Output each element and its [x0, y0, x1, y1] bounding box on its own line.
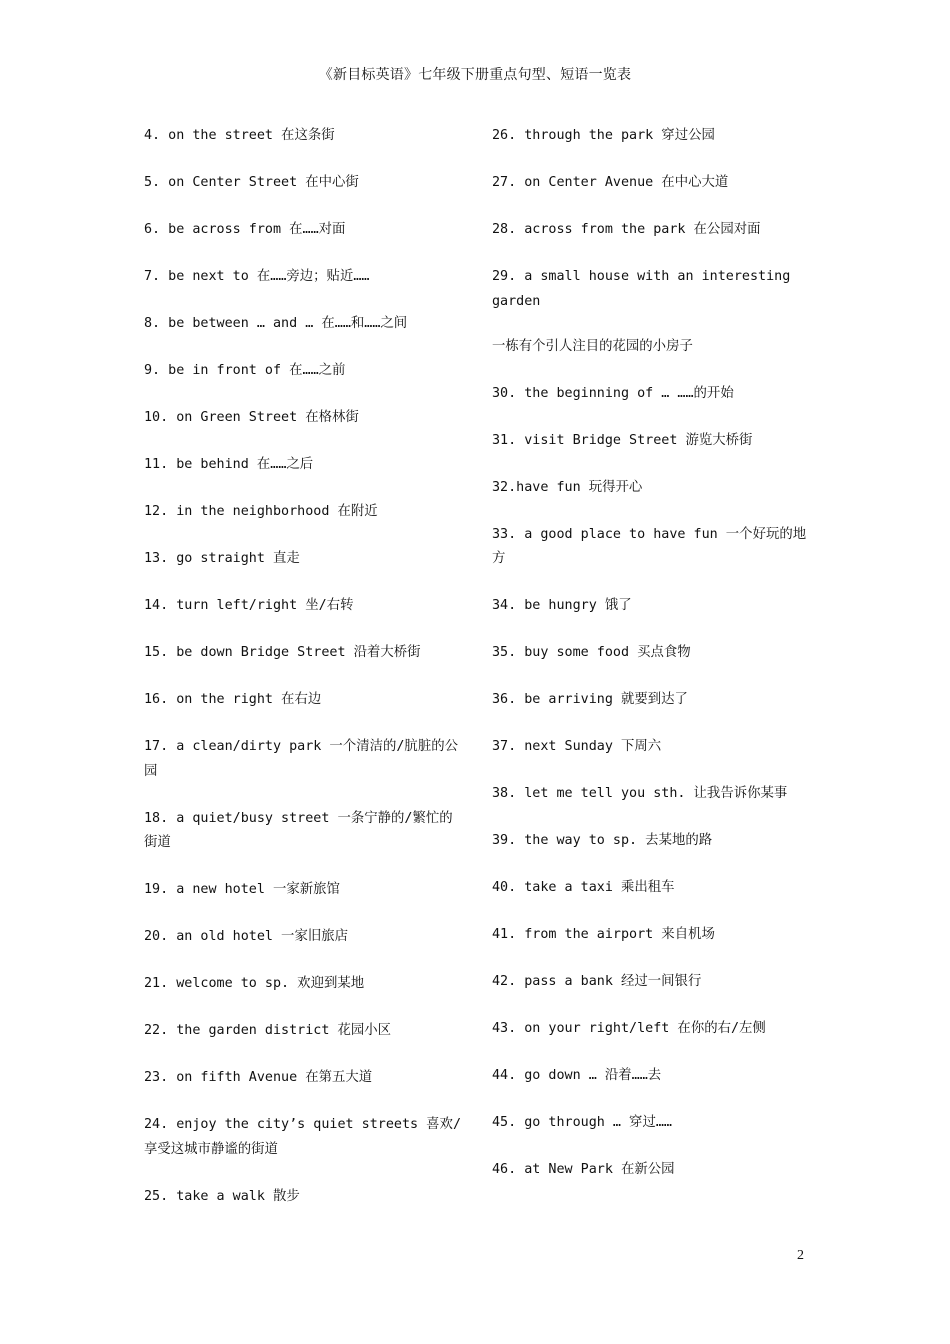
list-item: 13. go straight 直走 [144, 551, 300, 566]
list-item: 40. take a taxi 乘出租车 [492, 880, 675, 895]
phrase-list-right [492, 124, 810, 1205]
list-item: 44. go down … 沿着……去 [492, 1068, 662, 1083]
list-item: 45. go through … 穿过…… [492, 1115, 672, 1130]
list-item: 25. take a walk 散步 [144, 1188, 300, 1204]
list-item: 24. enjoy the city’s quiet streets 喜欢/享受这城市静谧的街道 [144, 1117, 462, 1157]
list-item: 36. be arriving 就要到达了 [492, 692, 688, 707]
phrase-list-left [144, 124, 466, 1232]
list-item: 23. on fifth Avenue 在第五大道 [144, 1070, 373, 1085]
list-item: 6. be across from 在……对面 [144, 222, 346, 237]
list-item: 37. next Sunday 下周六 [492, 739, 662, 754]
list-item: 27. on Center Avenue 在中心大道 [492, 175, 729, 190]
list-item: 11. be behind 在……之后 [144, 457, 314, 472]
list-item: 34. be hungry 饿了 [492, 598, 632, 613]
list-item: 12. in the neighborhood 在附近 [144, 504, 378, 519]
list-item: 33. a good place to have fun 一个好玩的地方 [492, 526, 807, 566]
list-item: 42. pass a bank 经过一间银行 [492, 974, 702, 989]
list-item: 22. the garden district 花园小区 [144, 1023, 392, 1038]
list-item: 20. an old hotel 一家旧旅店 [144, 929, 349, 944]
list-item: 32.have fun 玩得开心 [492, 479, 643, 495]
list-item: 46. at New Park 在新公园 [492, 1162, 675, 1177]
list-item: 41. from the airport 来自机场 [492, 927, 715, 942]
list-item: 18. a quiet/busy street 一条宁静的/繁忙的街道 [144, 810, 453, 850]
list-item: 26. through the park 穿过公园 [492, 128, 715, 143]
list-item: 29. a small house with an interesting garden [492, 269, 791, 309]
list-item: 21. welcome to sp. 欢迎到某地 [144, 976, 365, 991]
list-item: 8. be between … and … 在……和……之间 [144, 316, 408, 331]
list-item: 38. let me tell you sth. 让我告诉你某事 [492, 786, 788, 801]
list-item: 16. on the right 在右边 [144, 692, 322, 707]
list-item: 30. the beginning of … ……的开始 [492, 385, 734, 401]
list-item: 5. on Center Street 在中心街 [144, 175, 359, 190]
list-item: 17. a clean/dirty park 一个清洁的/肮脏的公园 [144, 739, 458, 779]
list-item: 10. on Green Street 在格林街 [144, 410, 359, 425]
list-item: 28. across from the park 在公园对面 [492, 222, 761, 237]
list-item: 43. on your right/left 在你的右/左侧 [492, 1021, 766, 1036]
list-item: 15. be down Bridge Street 沿着大桥街 [144, 645, 421, 660]
list-item: 35. buy some food 买点食物 [492, 645, 691, 660]
list-item: 4. on the street 在这条街 [144, 128, 335, 143]
page-number: 2 [797, 1248, 804, 1263]
list-item: 9. be in front of 在……之前 [144, 363, 346, 378]
list-item: 19. a new hotel 一家新旅馆 [144, 882, 340, 897]
list-item: 31. visit Bridge Street 游览大桥街 [492, 432, 753, 448]
page-title: 《新目标英语》七年级下册重点句型、短语一览表 [318, 67, 632, 83]
list-item-translation: 一栋有个引人注目的花园的小房子 [492, 338, 693, 354]
list-item: 14. turn left/right 坐/右转 [144, 598, 354, 613]
list-item: 7. be next to 在……旁边；贴近…… [144, 269, 370, 284]
list-item: 39. the way to sp. 去某地的路 [492, 833, 713, 848]
